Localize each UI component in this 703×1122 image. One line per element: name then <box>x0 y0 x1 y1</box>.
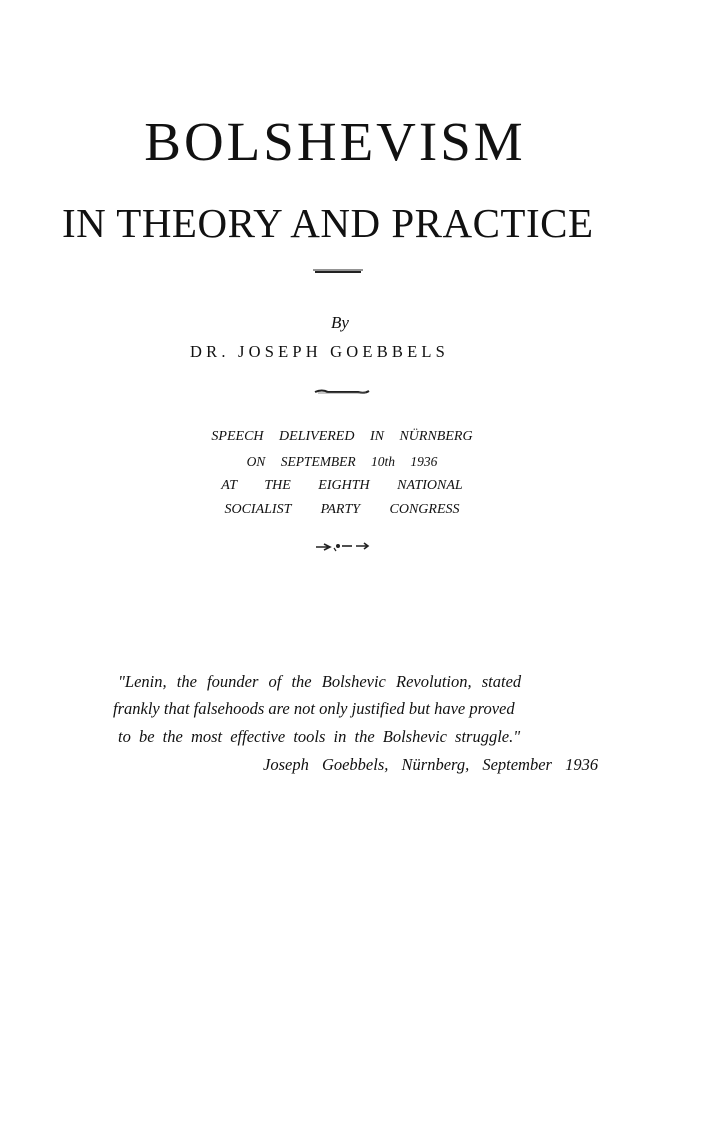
book-title: BOLSHEVISM <box>144 111 526 172</box>
speech-line-4: SOCIALIST PARTY CONGRESS <box>224 502 460 517</box>
book-subtitle: IN THEORY AND PRACTICE <box>62 200 594 246</box>
rule-ornament-2 <box>314 386 370 398</box>
rule-ornament-1 <box>312 266 364 276</box>
byline-by: By <box>331 313 349 332</box>
fleuron-ornament <box>314 539 370 553</box>
author-name: DR. JOSEPH GOEBBELS <box>190 342 450 361</box>
speech-line-3: AT THE EIGHTH NATIONAL <box>221 478 463 493</box>
quote-line-3: to be the most effective tools in the Bolshevic struggle." <box>118 727 521 746</box>
speech-line-1: SPEECH DELIVERED IN NÜRNBERG <box>211 429 473 444</box>
speech-line-2: ON SEPTEMBER 10th 1936 <box>246 454 438 469</box>
quote-line-2: frankly that falsehoods are not only justified but have proved <box>113 699 515 718</box>
quote-attribution: Joseph Goebbels, Nürnberg, September 1936 <box>263 755 599 774</box>
quote-line-1: "Lenin, the founder of the Bolshevic Revolution, stated <box>118 672 522 691</box>
